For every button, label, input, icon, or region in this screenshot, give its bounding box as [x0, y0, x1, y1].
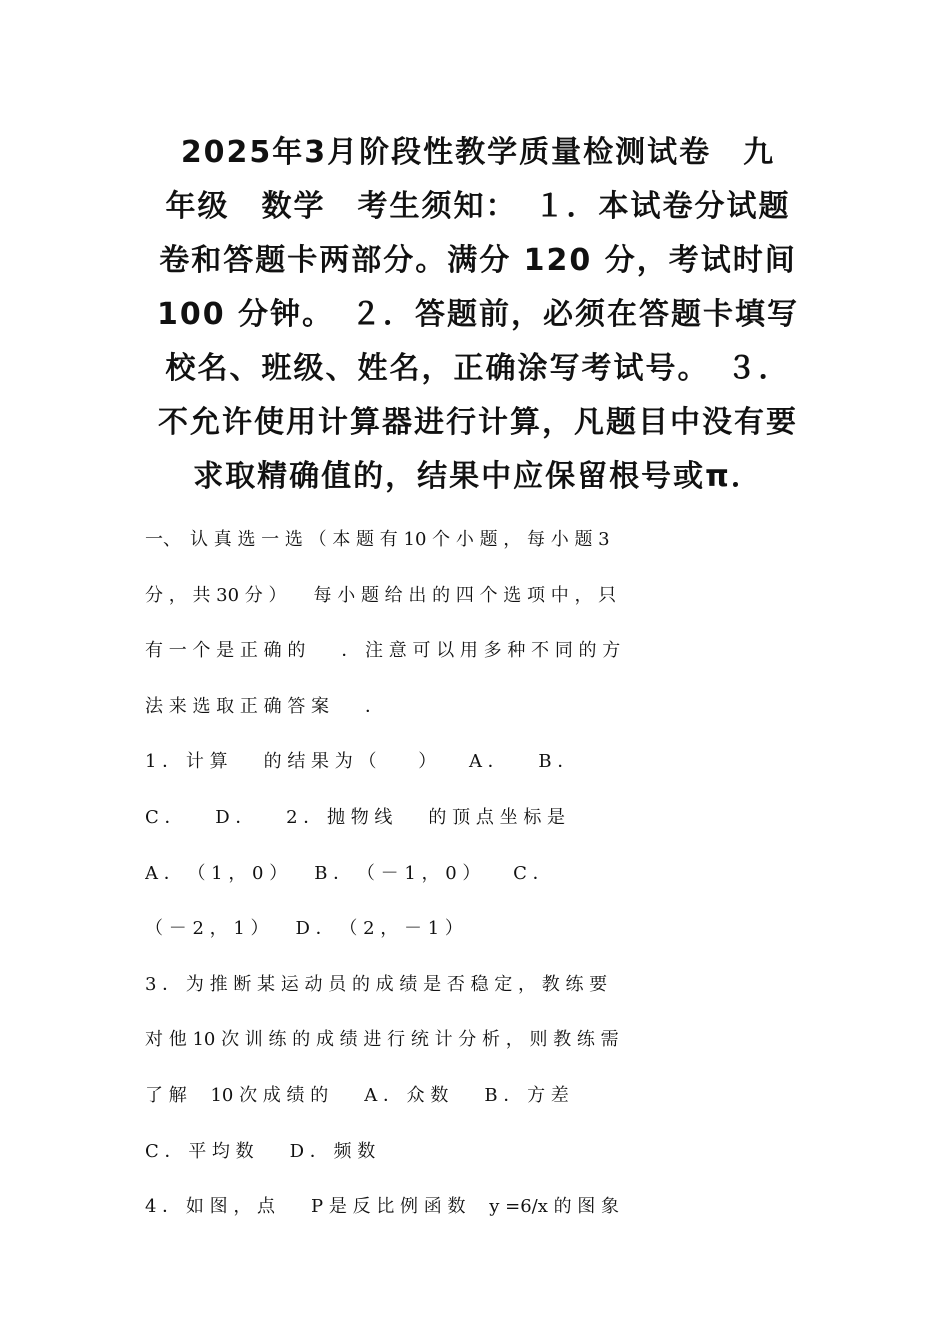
- heading-line: 2025年3月阶段性教学质量检测试卷 九: [180, 135, 776, 170]
- heading-line: 100 分钟。 ２．答题前，必须在答题卡填写: [156, 297, 800, 332]
- section-intro-line: 法 来 选 取 正 确 答 案 ．: [145, 695, 384, 717]
- question-section: [145, 512, 810, 1235]
- question-line: 对 他 10 次 训 练 的 成 绩 进 行 统 计 分 析 ， 则 教 练 需: [145, 1029, 619, 1051]
- heading-line: 年级 数学 考生须知： １．本试卷分试题: [165, 189, 791, 224]
- exam-instructions-heading: [138, 126, 818, 504]
- question-line: C ． D ． 2 ． 抛 物 线 的 顶 点 坐 标 是: [145, 806, 566, 828]
- line-text: 一、 认 真 选 一 选 （ 本 题 有 10 个 小 题 ， 每 小 题 3: [145, 529, 610, 550]
- question-line: 了 解 10 次 成 绩 的 A ． 众 数 B ． 方 差: [145, 1084, 569, 1106]
- heading-line: 不允许使用计算器进行计算，凡题目中没有要: [158, 405, 798, 440]
- section-intro-line: 有 一 个 是 正 确 的 ． 注 意 可 以 用 多 种 不 同 的 方: [145, 640, 621, 662]
- question-line: 3 ． 为 推 断 某 运 动 员 的 成 绩 是 否 稳 定 ， 教 练 要: [145, 973, 608, 995]
- question-line: 4 ． 如 图 ， 点 P 是 反 比 例 函 数 y =6/x 的 图 象: [145, 1196, 620, 1218]
- question-line: C ． 平 均 数 D ． 频 数: [145, 1140, 376, 1162]
- question-line: 1 ． 计 算 的 结 果 为 （ ） A ． B ．: [145, 751, 576, 773]
- question-line: A ． （ 1 ， 0 ） B ． （ － 1 ， 0 ） C ．: [145, 862, 551, 884]
- heading-line: 校名、班级、姓名，正确涂写考试号。 ３．: [165, 351, 791, 386]
- heading-line: 求取精确值的，结果中应保留根号或π．: [193, 459, 763, 494]
- section-intro-line: [145, 512, 810, 568]
- heading-line: 卷和答题卡两部分。满分 120 分，考试时间: [159, 243, 797, 278]
- section-intro-line: 分 ， 共 30 分 ） 每 小 题 给 出 的 四 个 选 项 中 ， 只: [145, 584, 617, 606]
- question-line: （ － 2 ， 1 ） D ． （ 2 ， － 1 ）: [145, 918, 463, 940]
